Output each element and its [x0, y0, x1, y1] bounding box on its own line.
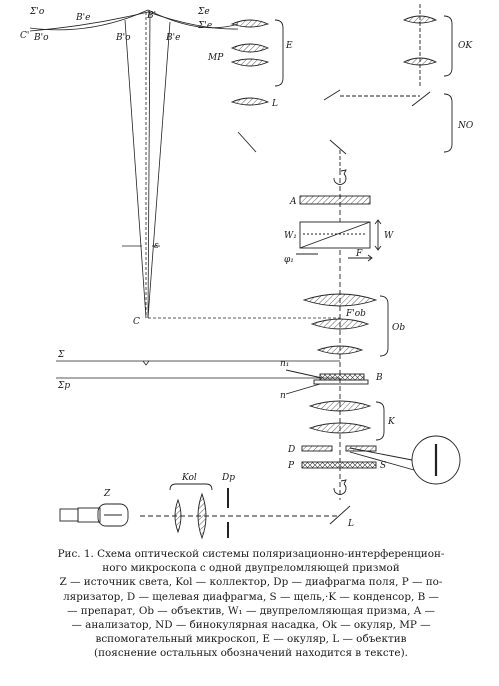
illumination-system [60, 484, 228, 538]
ocular-labels [457, 41, 474, 131]
label-b-prime-o-left: B'o [34, 33, 49, 43]
label-l-bottom: L [348, 519, 354, 529]
caption-line-1: Рис. 1. Схема оптической системы поляризационно-интерференцион- [57, 548, 445, 560]
label-f: F [356, 249, 363, 259]
label-kol: Kol [182, 473, 197, 483]
label-d: D [288, 445, 296, 455]
label-sigma-prime: Σ'o [30, 7, 45, 17]
ray-labels [20, 7, 212, 391]
auxiliary-microscope [232, 20, 283, 152]
caption-line-6: — анализатор, ND — бинокулярная насадка, Ok — окуляр, MP — [71, 619, 431, 632]
label-ok: OK [458, 41, 473, 51]
label-sigma: Σ [58, 350, 65, 360]
label-a: A [290, 197, 297, 207]
main-optical-axis [140, 170, 460, 524]
label-z: Z [104, 489, 111, 499]
label-n: n [280, 391, 286, 401]
caption-line-7: вспомогательный микроскоп, E — окуляр, L — объектив [95, 633, 407, 646]
label-b: B [376, 373, 383, 383]
label-l-top: L [272, 99, 278, 109]
label-w: W [384, 231, 394, 241]
label-mp: MP [208, 53, 224, 63]
label-b-prime-o-center: B'o [116, 33, 131, 43]
label-w1: W₁ [284, 231, 297, 241]
label-no: NO [458, 121, 474, 131]
caption-line-8: (пояснение остальных обозначений находится в тексте). [94, 647, 408, 660]
caption-line-4: ляризатор, D — щелевая диафрагма, S — щель,·K — конденсор, B — [63, 590, 439, 603]
caption-line-2: ного микроскопа с одной двупреломляющей призмой [102, 562, 400, 575]
label-epsilon: ε [154, 241, 159, 251]
label-phi1: φ₁ [284, 255, 294, 265]
label-b-e-center: B'e [166, 33, 181, 43]
caption-line-3: Z — источник света, Kol — коллектор, Dp — диафрагма поля, P — по- [59, 576, 443, 589]
label-b-prime-e: B'e [76, 13, 91, 23]
label-dp: Dp [222, 473, 235, 483]
label-sigma-p: Σp [58, 381, 71, 391]
label-k: K [388, 417, 395, 427]
figure-caption [18, 547, 484, 661]
label-sigma-e2: Σ'e [198, 21, 213, 31]
label-fob: F'ob [346, 309, 366, 319]
label-ob: Ob [392, 323, 406, 333]
ocular-binocular [324, 4, 452, 170]
label-p: P [288, 461, 295, 471]
caption-line-5: — препарат, Ob — объектив, W₁ — двупреломляющая призма, A — [67, 604, 435, 617]
label-c: C [133, 317, 140, 327]
label-b-prime: B' [147, 11, 157, 21]
ray-construction [30, 10, 340, 378]
label-s: S [380, 461, 387, 471]
label-n1: n₁ [280, 359, 290, 369]
label-e: E [286, 41, 293, 51]
label-sigma-e: Σe [198, 7, 210, 17]
label-c-prime: C' [20, 31, 30, 41]
